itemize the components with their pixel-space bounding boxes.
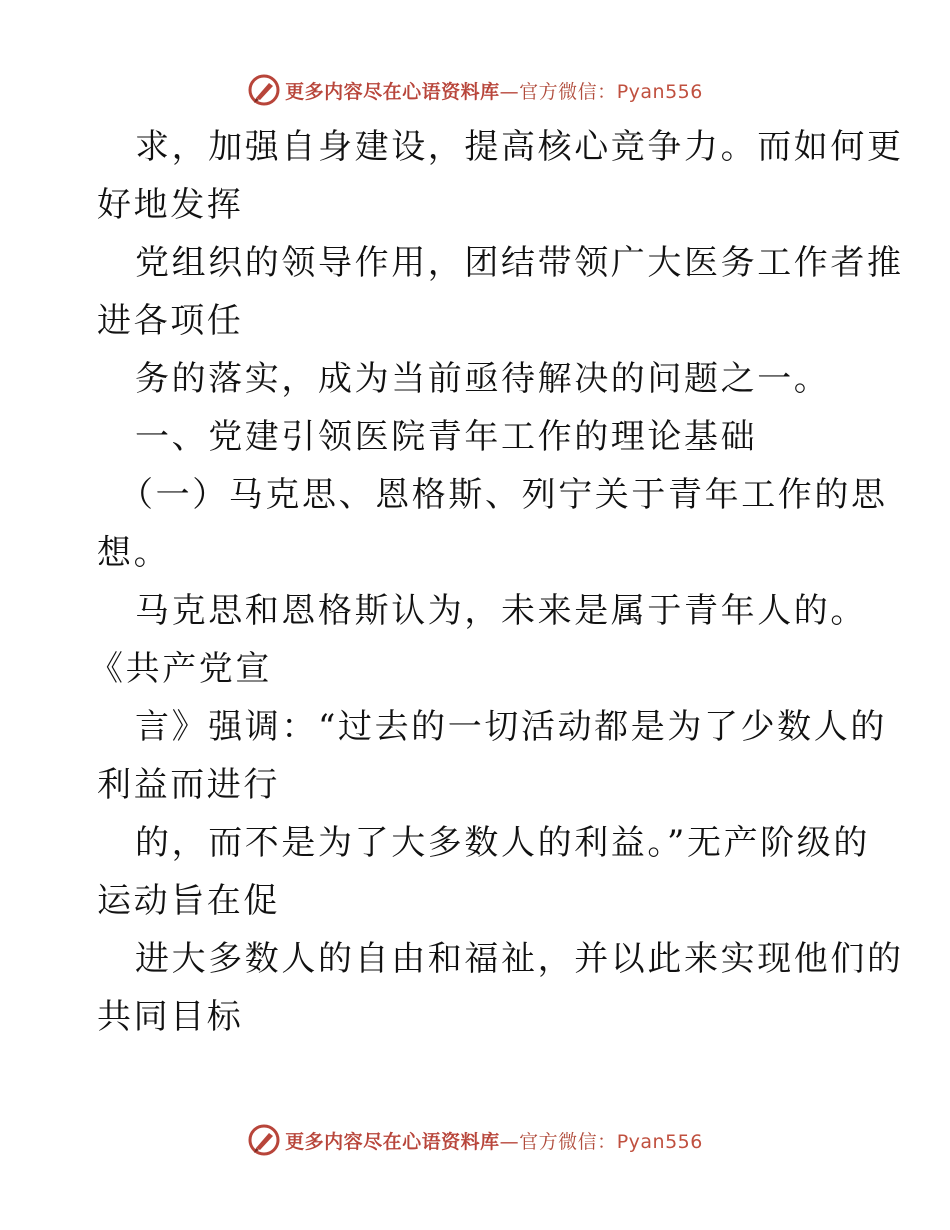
watermark-sub: 官方微信： xyxy=(519,1130,617,1153)
body-line: 言》强调：“过去的一切活动都是为了少数人的 xyxy=(135,707,887,747)
section-heading: 一、党建引领医院青年工作的理论基础 xyxy=(135,417,758,457)
watermark-id: Pyan556 xyxy=(616,1130,703,1153)
watermark-dash: — xyxy=(499,1130,520,1153)
body-line: 进大多数人的自由和福祉，并以此来实现他们的 xyxy=(135,939,904,979)
watermark-dash: — xyxy=(499,80,520,103)
subsection-heading: （一）马克思、恩格斯、列宁关于青年工作的思 xyxy=(119,475,888,515)
watermark-main: 更多内容尽在心语资料库 xyxy=(285,80,500,103)
body-line: 《共产党宣 xyxy=(89,649,272,689)
watermark-sub: 官方微信： xyxy=(519,80,617,103)
body-line: 共同目标 xyxy=(97,997,244,1037)
body-line: 求，加强自身建设，提高核心竞争力。而如何更 xyxy=(135,127,904,167)
watermark-text xyxy=(285,77,703,104)
body-line: 务的落实，成为当前亟待解决的问题之一。 xyxy=(135,359,831,399)
pen-logo-icon xyxy=(247,73,281,107)
document-body xyxy=(89,118,904,1046)
body-line: 的，而不是为了大多数人的利益。”无产阶级的 xyxy=(135,823,870,863)
watermark-main: 更多内容尽在心语资料库 xyxy=(285,1130,500,1153)
body-line: 党组织的领导作用，团结带领广大医务工作者推 xyxy=(135,243,904,283)
pen-logo-icon xyxy=(247,1123,281,1157)
body-line: 马克思和恩格斯认为，未来是属于青年人的。 xyxy=(135,591,867,631)
body-line: 好地发挥 xyxy=(97,185,244,225)
footer-watermark xyxy=(0,1120,950,1160)
watermark-text xyxy=(285,1127,703,1154)
body-line: 想。 xyxy=(97,533,171,573)
body-line: 进各项任 xyxy=(97,301,244,341)
body-line: 利益而进行 xyxy=(97,765,280,805)
header-watermark xyxy=(0,70,950,110)
body-line: 运动旨在促 xyxy=(97,881,280,921)
watermark-id: Pyan556 xyxy=(616,80,703,103)
